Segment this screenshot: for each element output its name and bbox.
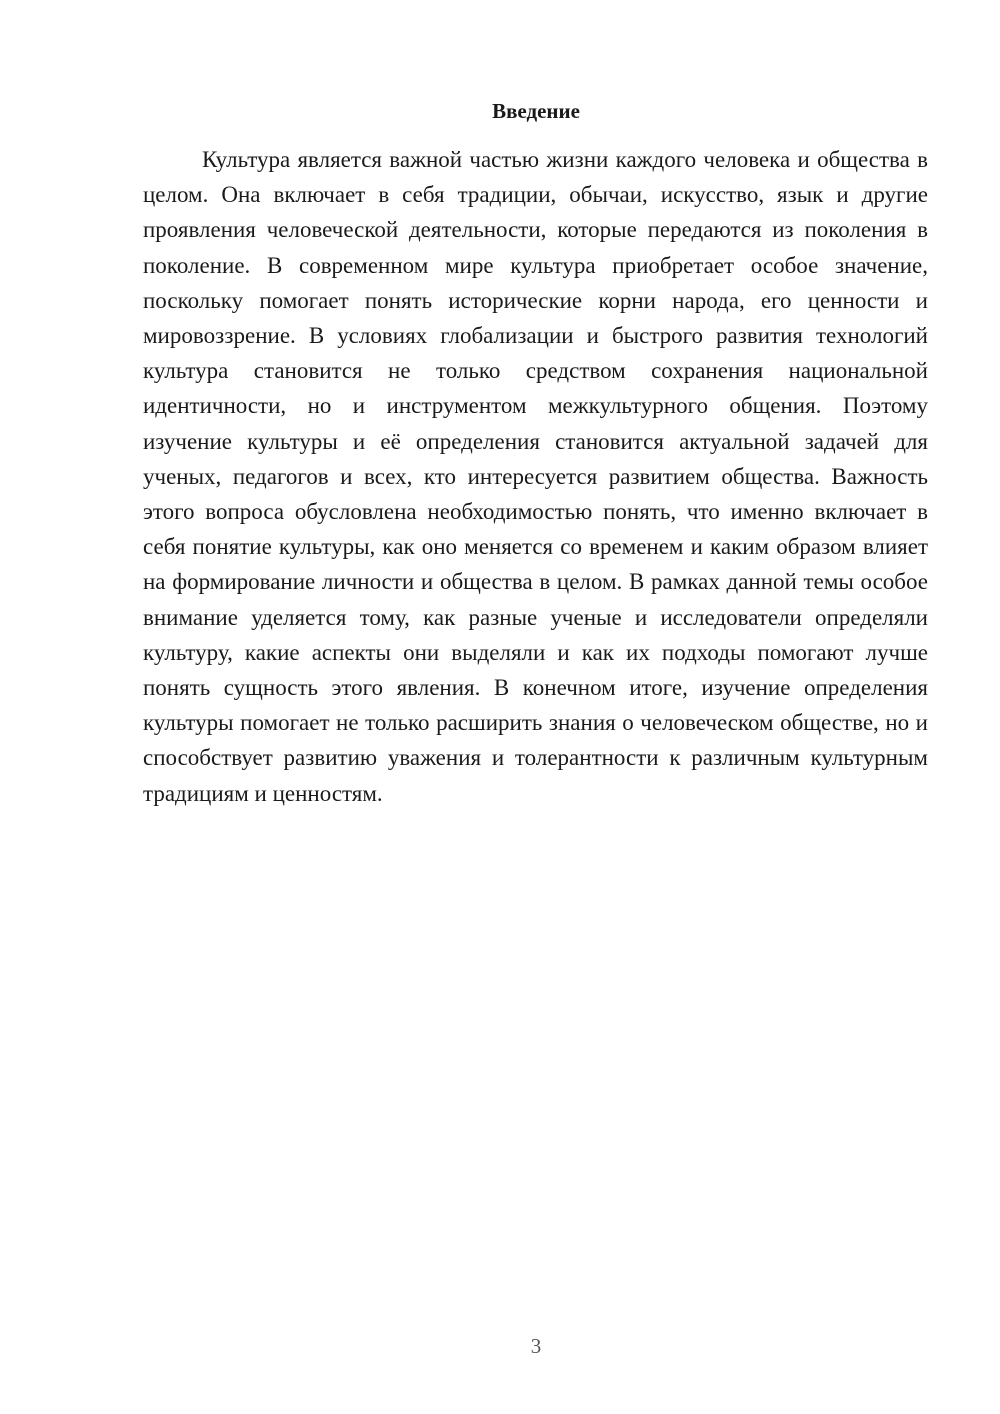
- section-heading: Введение: [492, 99, 580, 123]
- body-paragraph: Культура является важной частью жизни каждого человека и общества в целом. Она включает в себя традиции, обычаи, искусство, язык и другие проявления человеческой деятельности, которые передаются из поколения в поколение. В современном мире культура приобретает особое значение, поскольку помогает понять исторические корни народа, его ценности и мировоззрение. В условиях глобализации и быстрого развития технологий культура становится не только средством сохранения национальной идентичности, но и инструментом межкультурного общения. Поэтому изучение культуры и её определения становится актуальной задачей для ученых, педагогов и всех, кто интересуется развитием общества. Важность этого вопроса обусловлена необходимостью понять, что именно включает в себя понятие культуры, как оно меняется со временем и каким образом влияет на формирование личности и общества в целом. В рамках данной темы особое внимание уделяется тому, как разные ученые и исследователи определяли культуру, какие аспекты они выделяли и как их подходы помогают лучше понять сущность этого явления. В конечном итоге, изучение определения культуры помогает не только расширить знания о человеческом обществе, но и способствует развитию уважения и толерантности к различным культурным традициям и ценностям.: [143, 147, 928, 806]
- page-number: 3: [530, 1334, 542, 1358]
